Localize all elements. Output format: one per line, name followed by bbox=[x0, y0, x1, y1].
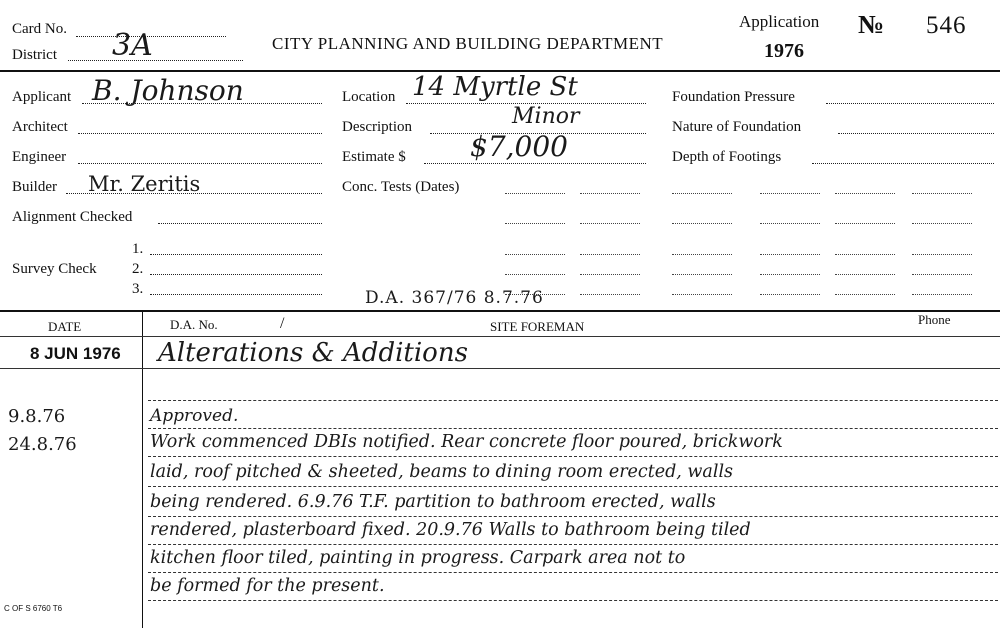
nature-of-foundation-label: Nature of Foundation bbox=[672, 119, 802, 135]
da-mark: / bbox=[280, 315, 285, 332]
grid-seg bbox=[505, 254, 565, 255]
grid-seg bbox=[580, 193, 640, 194]
date-header: DATE bbox=[48, 319, 82, 334]
da-reference: D.A. 367/76 8.7.76 bbox=[365, 288, 544, 308]
grid-seg bbox=[835, 274, 895, 275]
number-sign: № bbox=[858, 10, 885, 39]
alignment-line bbox=[158, 223, 322, 224]
grid-seg bbox=[505, 274, 565, 275]
row-3-text: Work commenced DBIs notified. Rear concrete floor poured, brickwork bbox=[150, 432, 783, 452]
grid-seg bbox=[760, 193, 820, 194]
notes-line-2: being rendered. 6.9.76 T.F. partition to bathroom erected, walls bbox=[150, 492, 716, 512]
application-number: 546 bbox=[926, 12, 967, 39]
grid-seg bbox=[580, 274, 640, 275]
grid-seg bbox=[672, 254, 732, 255]
applicant-label: Applicant bbox=[12, 89, 72, 105]
grid-seg bbox=[760, 223, 820, 224]
notes-line bbox=[148, 600, 998, 601]
card-no-label: Card No. bbox=[12, 21, 67, 37]
survey-item-3: 3. bbox=[132, 281, 144, 297]
notes-line bbox=[148, 544, 998, 545]
row-1-rule bbox=[0, 368, 1000, 369]
grid-seg bbox=[912, 193, 972, 194]
da-header: D.A. No. bbox=[170, 317, 218, 332]
row-2-date: 9.8.76 bbox=[8, 406, 66, 427]
grid-seg bbox=[835, 193, 895, 194]
date-column-divider bbox=[142, 310, 143, 628]
alignment-label: Alignment Checked bbox=[12, 209, 133, 225]
grid-seg bbox=[760, 254, 820, 255]
grid-seg bbox=[912, 274, 972, 275]
survey-line-2 bbox=[150, 274, 322, 275]
site-foreman-header: SITE FOREMAN bbox=[490, 319, 585, 334]
application-year: 1976 bbox=[764, 40, 804, 62]
grid-seg bbox=[672, 294, 732, 295]
grid-seg bbox=[912, 294, 972, 295]
notes-line bbox=[148, 572, 998, 573]
form-code: C OF S 6760 T6 bbox=[4, 604, 63, 613]
grid-seg bbox=[760, 294, 820, 295]
notes-line bbox=[148, 516, 998, 517]
grid-seg bbox=[580, 294, 640, 295]
notes-line bbox=[148, 428, 998, 429]
description-label: Description bbox=[342, 119, 412, 135]
conc-seg bbox=[505, 193, 565, 194]
grid-seg bbox=[835, 254, 895, 255]
foundation-pressure-label: Foundation Pressure bbox=[672, 89, 795, 105]
row-1-text: Alterations & Additions bbox=[158, 338, 468, 368]
district-value: 3A bbox=[112, 28, 153, 63]
grid-seg bbox=[835, 223, 895, 224]
grid-seg bbox=[505, 223, 565, 224]
notes-line bbox=[148, 456, 998, 457]
survey-label: Survey Check bbox=[12, 261, 97, 277]
grid-seg bbox=[912, 223, 972, 224]
district-line bbox=[68, 60, 243, 61]
grid-seg bbox=[912, 254, 972, 255]
architect-label: Architect bbox=[12, 119, 68, 135]
depth-of-footings-line bbox=[812, 163, 994, 164]
depth-of-footings-label: Depth of Footings bbox=[672, 149, 782, 165]
estimate-label: Estimate $ bbox=[342, 149, 406, 165]
survey-line-3 bbox=[150, 294, 322, 295]
grid-seg bbox=[672, 274, 732, 275]
grid-seg bbox=[580, 223, 640, 224]
builder-value: Mr. Zeritis bbox=[88, 172, 201, 196]
row-1-date: 8 JUN 1976 bbox=[30, 344, 121, 363]
engineer-line bbox=[78, 163, 322, 164]
architect-line bbox=[78, 133, 322, 134]
grid-seg bbox=[835, 294, 895, 295]
grid-seg bbox=[580, 254, 640, 255]
notes-line-1: laid, roof pitched & sheeted, beams to dining room erected, walls bbox=[150, 462, 734, 482]
builder-label: Builder bbox=[12, 179, 57, 195]
location-label: Location bbox=[342, 89, 396, 105]
grid-seg bbox=[672, 193, 732, 194]
department-title: CITY PLANNING AND BUILDING DEPARTMENT bbox=[272, 34, 664, 53]
grid-seg bbox=[760, 274, 820, 275]
applicant-value: B. Johnson bbox=[92, 74, 244, 107]
table-top-rule bbox=[0, 310, 1000, 312]
phone-header: Phone bbox=[918, 312, 951, 327]
foundation-pressure-line bbox=[826, 103, 994, 104]
survey-item-2: 2. bbox=[132, 261, 144, 277]
notes-line-3: rendered, plasterboard fixed. 20.9.76 Walls to bathroom being tiled bbox=[150, 520, 751, 540]
location-value: 14 Myrtle St bbox=[412, 72, 578, 102]
estimate-line bbox=[424, 163, 646, 164]
notes-line bbox=[148, 486, 998, 487]
estimate-value: $7,000 bbox=[470, 130, 568, 163]
application-label: Application bbox=[739, 12, 820, 31]
notes-line-5: be formed for the present. bbox=[150, 576, 385, 596]
district-label: District bbox=[12, 47, 57, 63]
survey-item-1: 1. bbox=[132, 241, 144, 257]
row-3-date: 24.8.76 bbox=[8, 434, 77, 455]
conc-tests-label: Conc. Tests (Dates) bbox=[342, 179, 460, 195]
nature-of-foundation-line bbox=[838, 133, 994, 134]
header-row-rule bbox=[0, 336, 1000, 337]
notes-line bbox=[148, 400, 998, 401]
description-value: Minor bbox=[512, 104, 580, 129]
grid-seg bbox=[672, 223, 732, 224]
survey-line-1 bbox=[150, 254, 322, 255]
engineer-label: Engineer bbox=[12, 149, 67, 165]
notes-line-4: kitchen floor tiled, painting in progress. Carpark area not to bbox=[150, 548, 686, 568]
row-2-text: Approved. bbox=[150, 406, 239, 426]
